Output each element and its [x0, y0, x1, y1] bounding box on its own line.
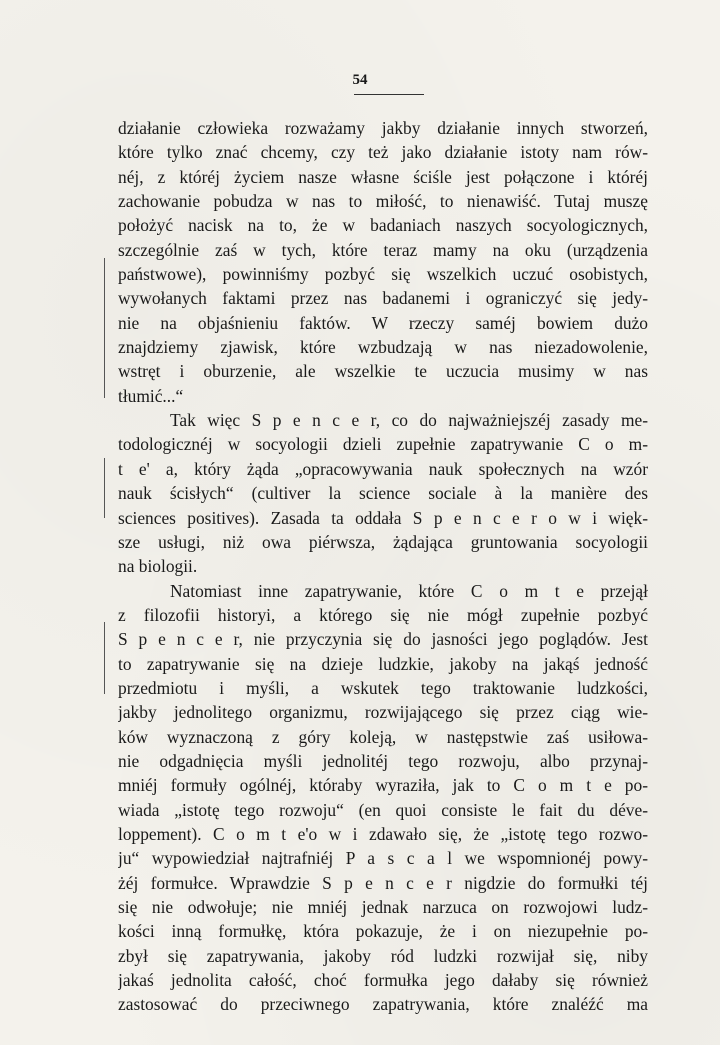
text-line: mniéj formuły ogólnéj, któraby wyraziła, jak to C o m t e po- [118, 775, 648, 796]
text-line: na biologii. [118, 556, 198, 577]
text-line: zbył się zapatrywania, jakoby ród ludzki rozwijał się, niby [118, 945, 648, 966]
text-line: wiada „istotę tego rozwoju“ (en quoi consiste le fait du déve- [118, 799, 648, 820]
text-line: się nie odwołuje; nie mniéj jednak narzuca on rozwojowi ludz- [118, 897, 648, 917]
text-line: Natomiast inne zapatrywanie, które C o m t e przejął [170, 580, 648, 601]
text-line: ków wyznaczoną z góry koleją, w następstwie zaś usiłowa- [118, 726, 648, 747]
text-line: nie na objaśnieniu faktów. W rzeczy saméj bowiem dużo [118, 312, 648, 333]
text-line: jakby jednolitego organizmu, rozwijającego się przez ciąg wie- [118, 702, 648, 723]
text-line: sze usługi, niż owa piérwsza, żądająca gruntowania socyologii [118, 531, 648, 552]
text-line: néj, z któréj życiem nasze własne ściśle jest połączone i któréj [118, 166, 648, 187]
text-line: S p e n c e r, nie przyczynia się do jasności jego poglądów. Jest [118, 629, 648, 650]
body-text [118, 116, 648, 1017]
text-line: todologicznéj w socyologii dzieli zupełnie zapatrywanie C o m- [118, 434, 648, 455]
text-line: szczególnie zaś w tych, które teraz mamy na oku (urządzenia [118, 239, 648, 260]
page-number: 54 [352, 72, 368, 88]
text-line: to zapatrywanie się na dzieje ludzkie, jakoby na jakąś jedność [118, 653, 648, 674]
text-line: zastosować do przeciwnego zapatrywania, które znaléźć ma [118, 994, 648, 1015]
text-line: położyć nacisk na to, że w badaniach naszych socyologicznych, [118, 215, 648, 236]
text-line: tłumić...“ [118, 385, 184, 406]
text-line: żéj formułce. Wprawdzie S p e n c e r nigdzie do formułki téj [118, 872, 648, 893]
text-line: wywołanych faktami przez nas badanemi i ograniczyć się jedy- [118, 288, 648, 309]
margin-mark [104, 458, 105, 518]
text-line: działanie człowieka rozważamy jakby działanie innych stworzeń, [118, 118, 648, 138]
text-line: kości inną formułkę, która pokazuje, że i on niezupełnie po- [118, 921, 648, 942]
text-line: które tylko znać chcemy, czy też jako działanie istoty nam rów- [118, 142, 648, 163]
text-line: sciences positives). Zasada ta oddała S p e n c e r o w i więk- [118, 507, 648, 528]
text-line: jakaś jednolita całość, choć formułka jego dałaby się również [118, 970, 648, 991]
text-line: wstręt i oburzenie, ale wszelkie te uczucia musimy w nas [118, 361, 648, 382]
text-line: przedmiotu i myśli, a wskutek tego traktowanie ludzkości, [118, 677, 648, 698]
text-line: Tak więc S p e n c e r, co do najważniejszéj zasady me- [170, 410, 648, 431]
text-line: nie odgadnięcia myśli jednolitéj tego rozwoju, albo przynaj- [118, 750, 648, 771]
text-line: t e' a, który żąda „opracowywania nauk społecznych na wzór [118, 458, 648, 479]
header-rule [354, 94, 424, 95]
text-line: państwowe), powinniśmy pozbyć się wszelkich uczuć osobistych, [118, 264, 648, 285]
margin-mark [104, 258, 105, 398]
text-line: nauk ścisłych“ (cultiver la science sociale à la manière des [118, 483, 648, 504]
text-line: znajdziemy zjawisk, które wzbudzają w nas niezadowolenie, [118, 337, 648, 358]
margin-mark [104, 622, 105, 694]
text-line: z filozofii historyi, a którego się nie mógł zupełnie pozbyć [118, 604, 648, 625]
text-line: loppement). C o m t e'o w i zdawało się, że „istotę tego rozwo- [118, 823, 648, 844]
text-line: zachowanie pobudza w nas to miłość, to nienawiść. Tutaj muszę [118, 191, 648, 212]
text-line: ju“ wypowiedział najtrafniéj P a s c a l we wspomnionéj powy- [118, 848, 648, 869]
